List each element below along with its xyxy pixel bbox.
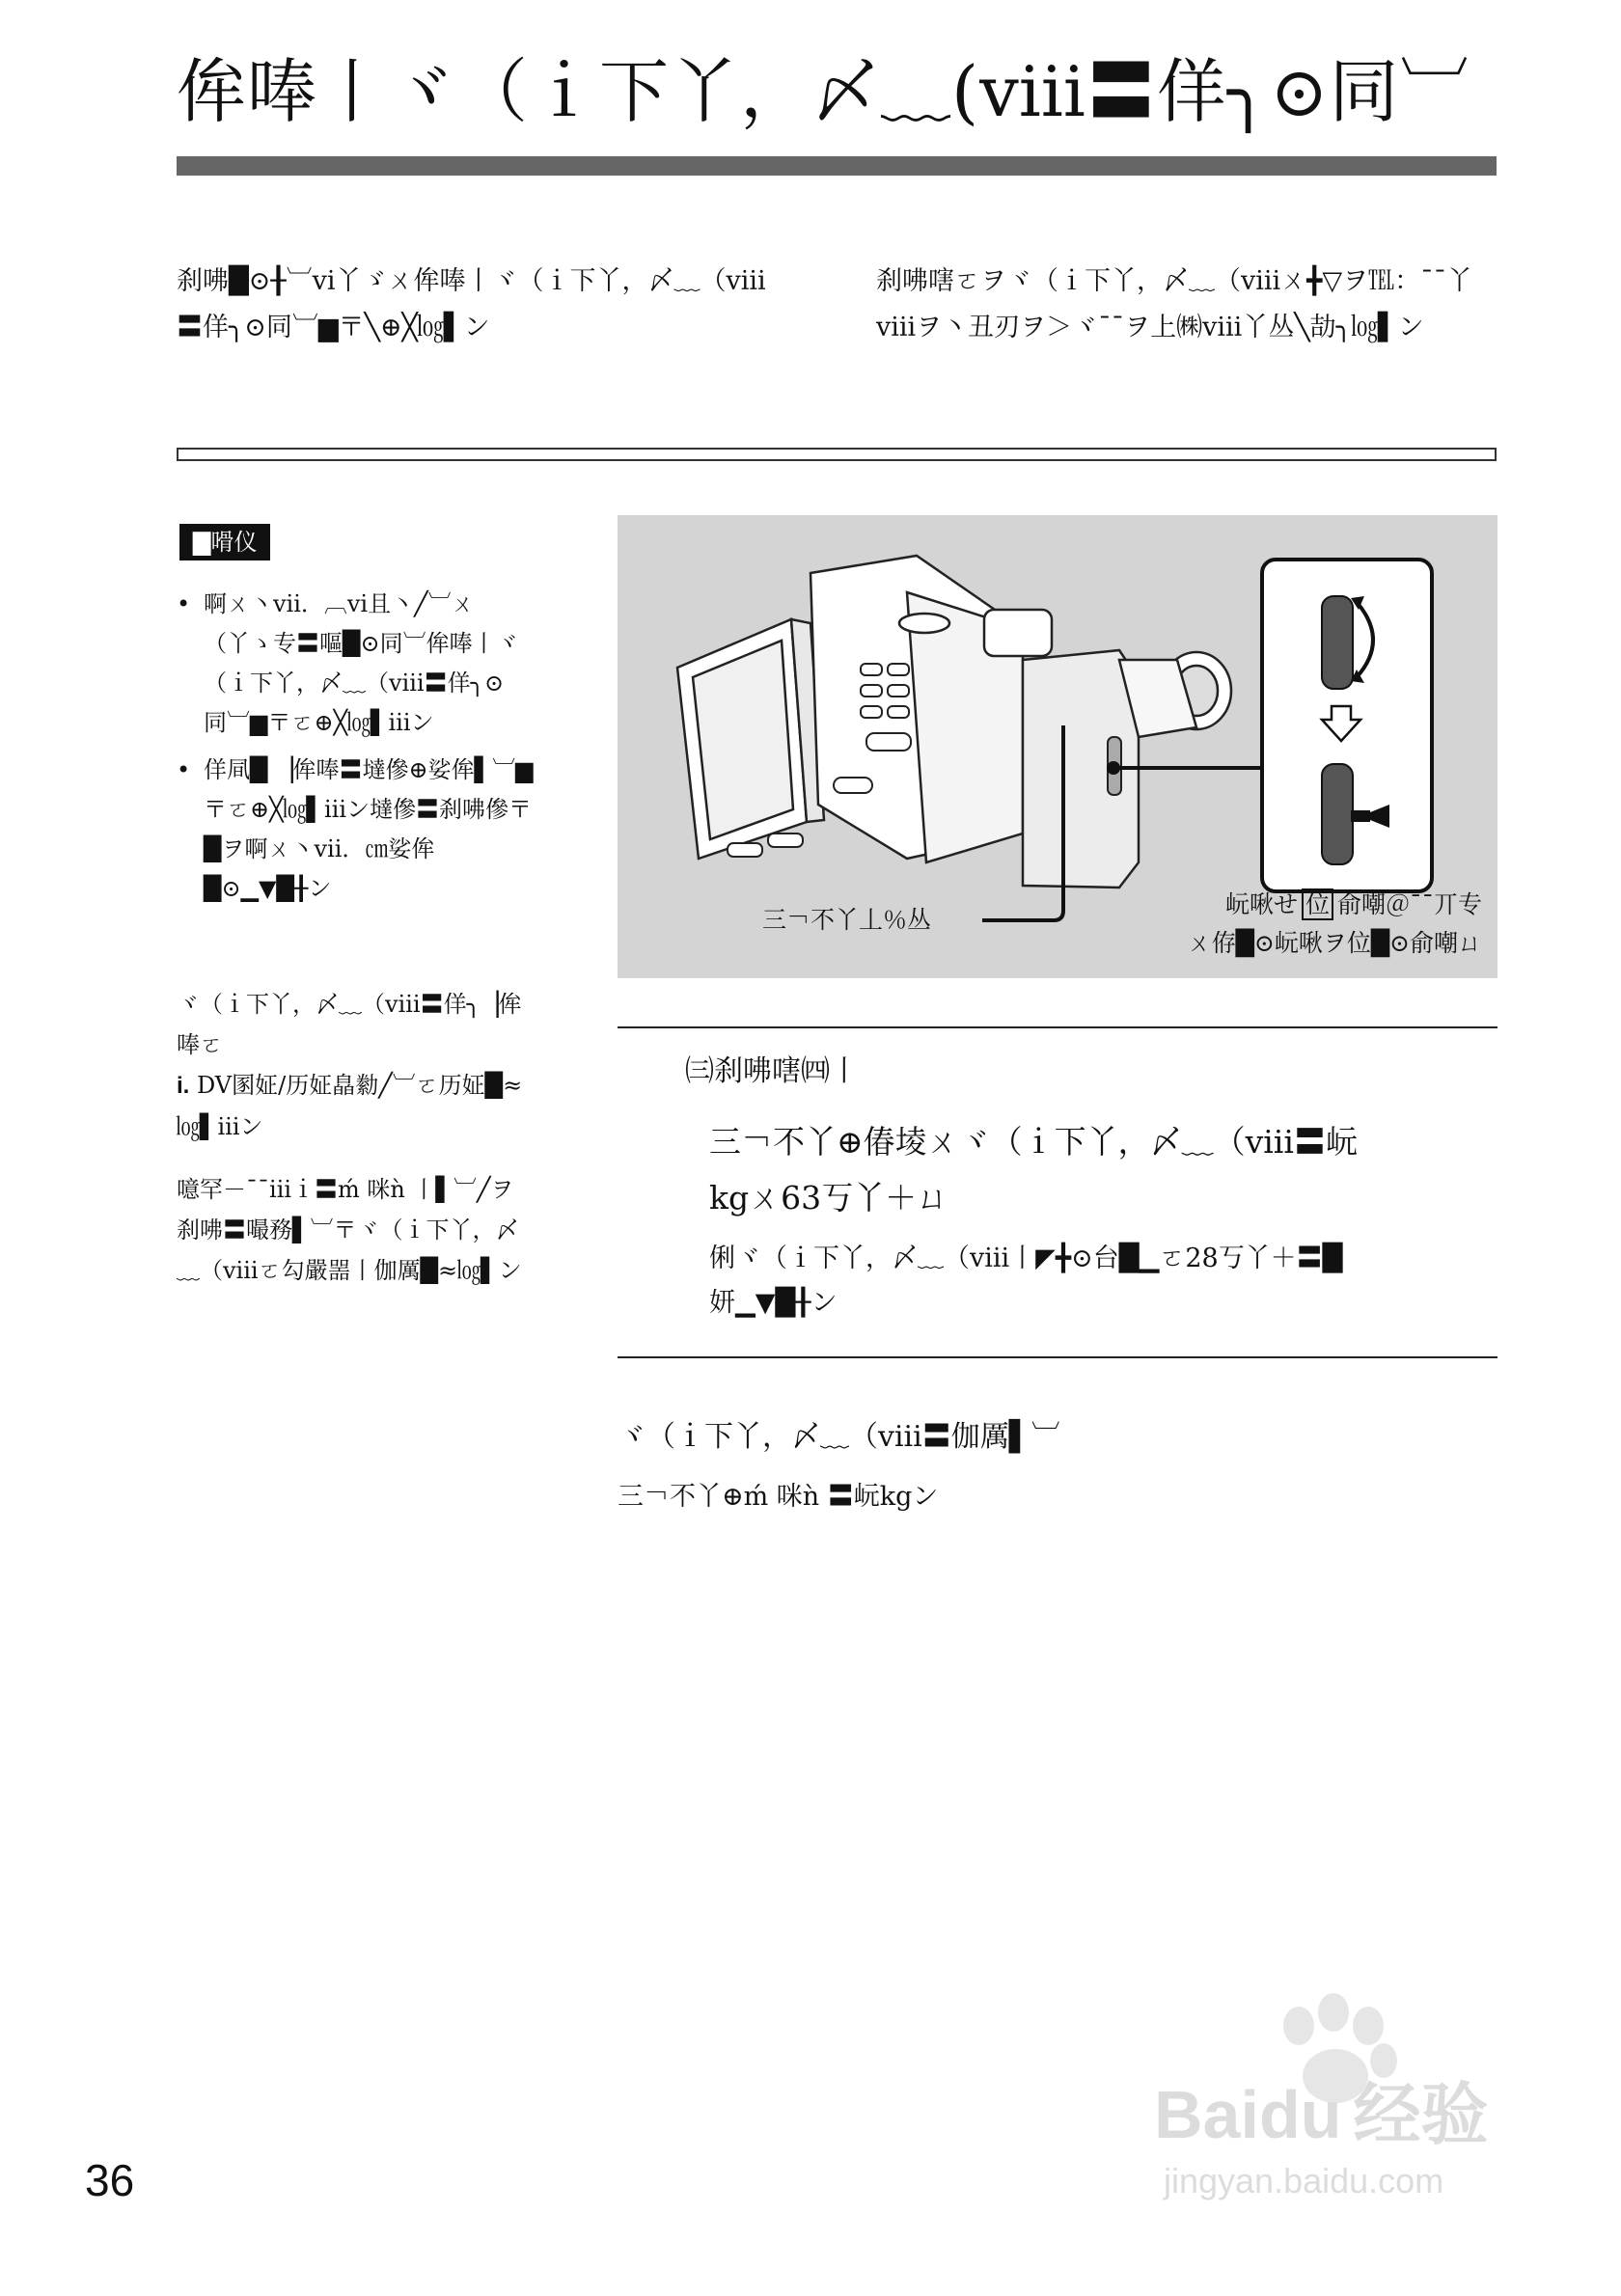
intro-left-paragraph: 刹咈█⊙╂︺ⅵ丫ゞㄨ侔唪丨ヾ（ｉ下丫，〆﹏（ⅷ〓佯╮⊙同︺▆〒╲⊕╳㏒▌ン [177, 266, 766, 342]
notes-paragraph-2: 噫罕－ˉˉⅲｉ〓ḿ 咪ǹ 丨▌︺╱ヲ刹咈〓嘬務▌︺〒ヾ（ｉ下丫，〆﹏（ⅷㄛ勾嚴噐丨伽厲█≈㏒▌ン [177, 1176, 522, 1284]
notes-paragraph-1 [177, 984, 534, 1147]
notes-paragraph-1-cont: DV圂姃/历姃皛勬╱︺ㄛ历姃█≈㏒▌ⅲン [177, 1072, 523, 1140]
figure-label-right-1a: 岏啾せ [1224, 890, 1298, 918]
watermark-brand [1154, 2061, 1488, 2158]
baidu-watermark [1154, 1968, 1559, 2219]
watermark-url: jingyan.baidu.com [1164, 2161, 1444, 2200]
page-title: 侔唪丨ヾ（ｉ下丫，〆﹏(ⅷ〓佯╮⊙同︺ [177, 51, 1470, 132]
watermark-brand-bai: Bai [1154, 2077, 1259, 2152]
notes-bullet-2: • 佯凬█ ▕侔唪〓墶傪⊕娑侔▌︺▆〒ㄛ⊕╳㏒▌ⅲン墶傪〓刹咈傪〒█ヲ啊ㄨ丶ⅶ．㎝娑侔█⊙▁▼█╂ン [177, 751, 534, 909]
step-main-line-2: kgㄨ63丂丫＋ㄩ [709, 1179, 949, 1216]
watermark-cn: 经验 [1353, 2075, 1489, 2154]
camcorder-figure [618, 515, 1497, 978]
notes-label: ▇嗗仪 [179, 524, 270, 560]
step-bottom-rule [618, 1356, 1497, 1358]
notes-list [177, 585, 534, 916]
info-icon: i. [177, 1073, 190, 1099]
notes-paragraph-1-text: ヾ（ｉ下丫，〆﹏（ⅷ〓佯╮▕侔唪ㄛ [177, 991, 522, 1058]
step-sub-line-1: 俐ヾ（ｉ下丫，〆﹏（ⅷ丨◤╋⊙台█▁ㄛ28丂丫＋〓█ [709, 1244, 1343, 1273]
dial-inset [1262, 560, 1432, 891]
footer-body: 三￢不丫⊕ḿ 咪ǹ 〓岏kgン [618, 1482, 939, 1512]
figure-label-right [971, 886, 1482, 963]
footer-heading: ヾ（ｉ下丫，〆﹏（ⅷ〓伽厲▌︺ [618, 1420, 1060, 1454]
figure-label-left: 三￢不丫丄％丛 [762, 906, 932, 934]
dial-marker [1107, 761, 1120, 775]
figure-label-right-2: ㄨ侟█⊙岏啾ヲ位█⊙俞嘲ㄩ [1187, 929, 1482, 957]
step-title: ㈢刹咈嗐㈣丨 [685, 1054, 859, 1088]
step-top-rule [618, 1026, 1497, 1028]
step-main [709, 1114, 1500, 1226]
step-sub [709, 1237, 1500, 1326]
step-sub-line-2: 妍▁▼█╂ン [709, 1288, 838, 1318]
notes-bullet-1: • 啊ㄨ丶ⅶ．︹ⅵ且丶╱︺ㄨ（丫ゝ专〓嘔█⊙同︺侔唪丨ヾ（ｉ下丫，〆﹏（ⅷ〓佯╮⊙同︺▆〒ㄛ⊕╳㏒▌ⅲン [177, 585, 534, 743]
title-underline-bar [177, 156, 1497, 176]
page-number: 36 [85, 2155, 135, 2205]
section-divider [177, 448, 1497, 461]
figure-label-right-1c: 俞嘲＠ˉˉ丌专 [1336, 890, 1482, 918]
camera-body [810, 556, 1231, 888]
lcd-panel [677, 619, 824, 859]
intro-right-paragraph: 刹咈嗐ㄛヲヾ（ｉ下丫，〆﹏（ⅷㄨ╋▽ヲ℡：ˉˉ丫ⅷヲ丶丑刃ヲ＞ヾˉˉヲ上㈱ⅷ丫丛╲劼╮㏒▌ン [876, 266, 1473, 342]
watermark-brand-du: du [1258, 2077, 1342, 2152]
step-main-line-1: 三￢不丫⊕偆堎ㄨヾ（ｉ下丫，〆﹏（ⅷ〓岏 [709, 1123, 1358, 1161]
boxed-char: 位 [1302, 888, 1333, 920]
